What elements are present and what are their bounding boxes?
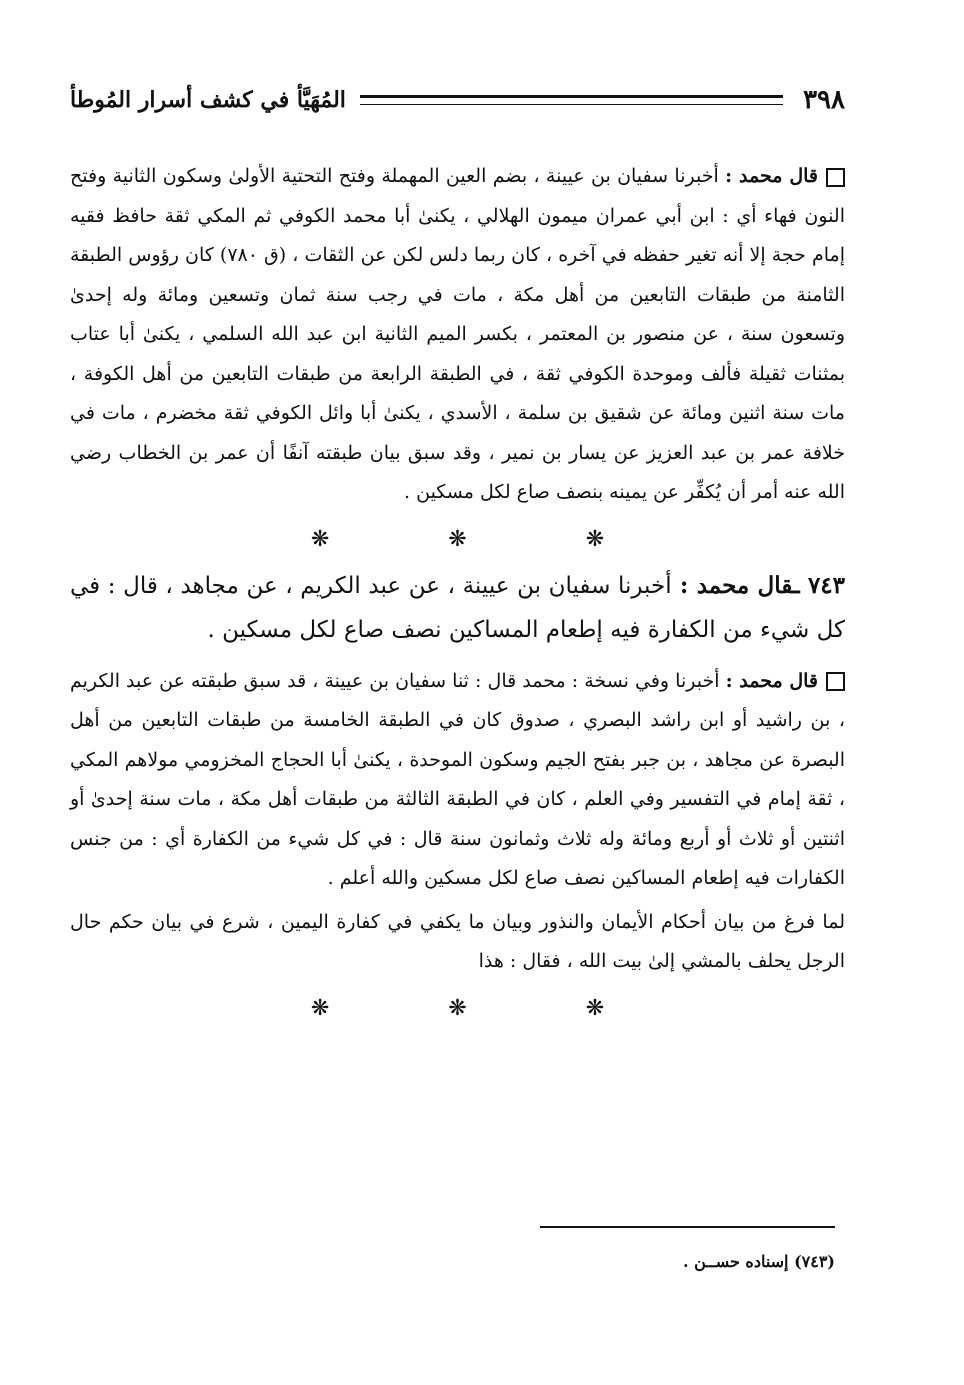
footnote: (٧٤٣) إسناده حســن . (683, 1252, 835, 1271)
block1-text: أخبرنا سفيان بن عيينة ، بضم العين المهملة وفتح التحتية الأولىٰ وسكون الثانية وفتح النون فهاء أي : ابن أبي عمران ميمون الهلالي ، يكنىٰ أبا محمد الكوفي ثم المكي ثقة حافظ فقيه إمام حجة إلا أنه تغير حفظه في آخره ، كان ربما دلس لكن عن الثقات ، (ق ٧٨٠) كان رؤوس الطبقة الثامنة من طبقات التابعين من أهل مكة ، مات في رجب سنة ثمان وتسعين ومائة وله إحدىٰ وتسعون سنة ، عن منصور بن المعتمر ، بكسر الميم الثانية ابن عبد الله السلمي ، يكنىٰ أبا عتاب بمثنات ثقيلة فألف وموحدة الكوفي ثقة ، في الطبقة الرابعة من طبقات التابعين من أهل الكوفة ، مات سنة اثنين ومائة عن شقيق بن سلمة ، الأسدي ، يكنىٰ أبا وائل الكوفي ثقة مخضرم ، مات في خلافة عمر بن عبد العزيز عن يسار بن نمير ، وقد سبق بيان طبقته آنفًا أن عمر بن الخطاب رضي الله عنه أمر أن يُكفِّر عن يمينه بنصف صاع لكل مسكين . (70, 165, 845, 503)
separator-stars-2: ❋ ❋ ❋ (310, 995, 661, 1021)
page-content (70, 75, 845, 1031)
closing-text: لما فرغ من بيان أحكام الأيمان والنذور وبيان ما يكفي في كفارة اليمين ، شرع في بيان حكم حال الرجل يحلف بالمشي إلىٰ بيت الله ، فقال : هذا (70, 910, 845, 972)
hadith-743 (70, 564, 845, 652)
block1-label: قال محمد : (725, 165, 818, 187)
hadith-text: أخبرنا سفيان بن عيينة ، عن عبد الكريم ، عن مجاهد ، قال : في كل شيء من الكفارة فيه إطعام المساكين نصف صاع لكل مسكين . (70, 572, 845, 643)
commentary-block-1 (70, 157, 845, 513)
block2-text: أخبرنا وفي نسخة : محمد قال : ثنا سفيان بن عيينة ، قد سبق طبقته عن عبد الكريم ، بن راشيد أو ابن راشد البصري ، صدوق كان في الطبقة الخامسة من طبقات التابعين من أهل البصرة عن مجاهد ، بن جبر بفتح الجيم وسكون الموحدة ، يكنىٰ أبا الحجاج المخزومي مولاهم المكي ، ثقة إمام في التفسير وفي العلم ، كان في الطبقة الثالثة من طبقات أهل مكة ، مات سنة إحدىٰ أو اثنتين أو ثلاث أو أربع ومائة وله ثلاث وثمانون سنة قال : في كل شيء من الكفارة أي : من جنس الكفارات فيه إطعام المساكين نصف صاع لكل مسكين والله أعلم . (70, 669, 845, 889)
page-header (70, 75, 845, 125)
book-title: المُهَيَّأ في كشف أسرار المُوطأ (70, 87, 346, 113)
block2-label: قال محمد : (725, 669, 819, 692)
commentary-block-2 (70, 662, 845, 899)
square-marker-icon (826, 672, 845, 691)
header-rule (360, 95, 783, 105)
hadith-number: ٧٤٣ ـ (792, 571, 845, 599)
footnote-rule (540, 1226, 835, 1228)
page-number: ٣٩٨ (803, 85, 845, 115)
separator-stars-1: ❋ ❋ ❋ (310, 526, 661, 552)
square-marker-icon (826, 168, 845, 187)
hadith-label: قال محمد : (679, 571, 793, 599)
closing-paragraph (70, 903, 845, 982)
